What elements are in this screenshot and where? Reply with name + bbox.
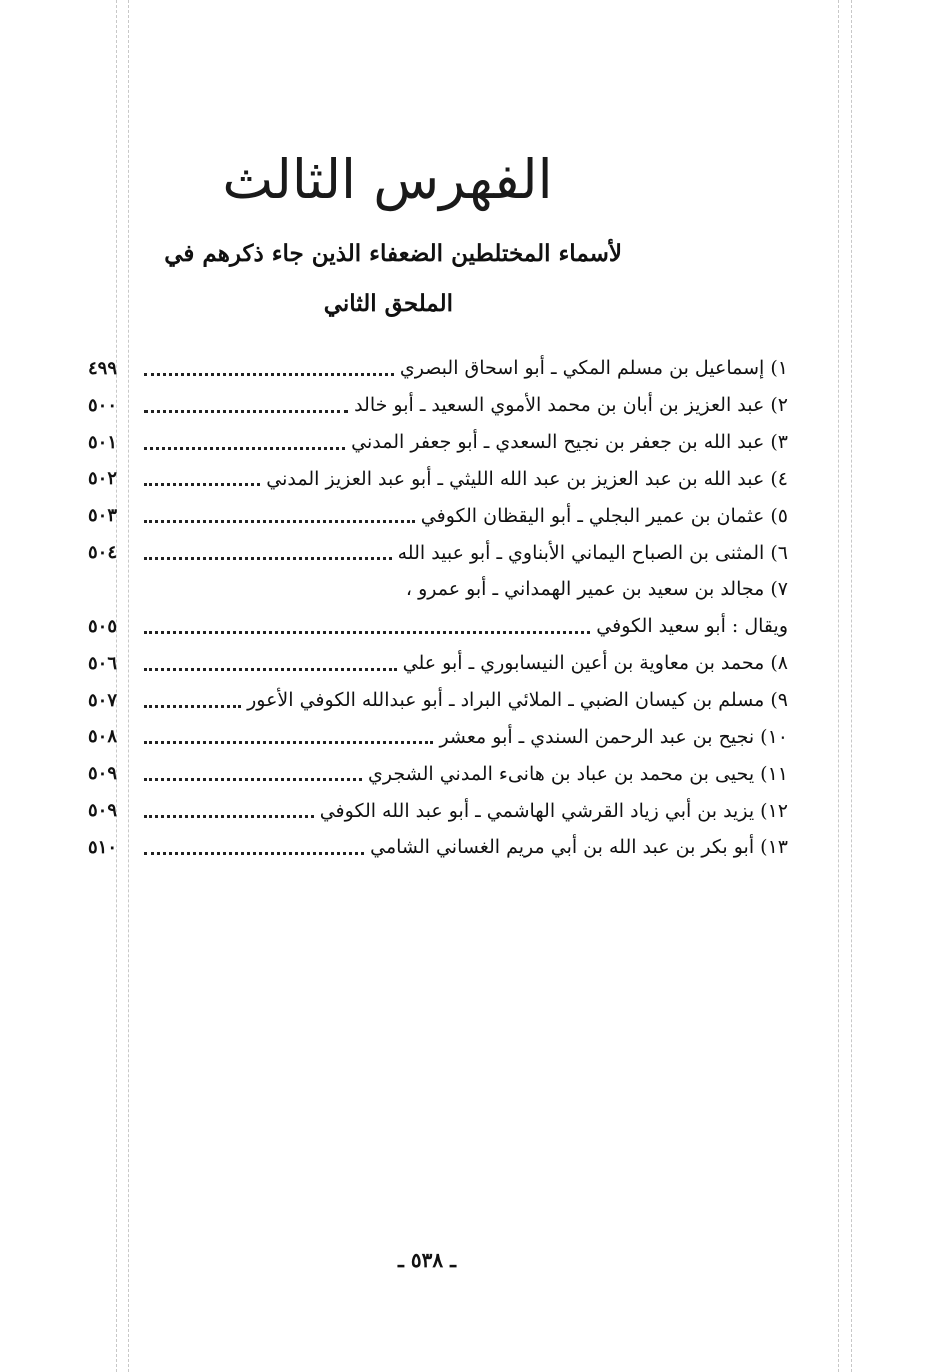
entry-text: ٣) عبد الله بن جعفر بن نجيح السعدي ـ أبو جعفر المدني [351, 431, 788, 454]
entry-text: ٢) عبد العزيز بن أبان بن محمد الأموي السعيد ـ أبو خالد [354, 394, 788, 417]
dot-leader [144, 520, 415, 523]
index-entry [88, 829, 788, 866]
dot-leader [144, 741, 433, 744]
entry-text: ١٠) نجيح بن عبد الرحمن السندي ـ أبو معشر [439, 725, 788, 748]
scan-guide-line [851, 0, 852, 1372]
entry-page-number: ٤٩٩ [88, 357, 118, 379]
entry-page-number: ٥٠٩ [88, 800, 118, 822]
entry-page-number: ٥٠٤ [88, 542, 118, 564]
index-entry [88, 571, 788, 608]
dot-leader [144, 483, 260, 486]
entry-page-number: ٥٠٠ [88, 394, 118, 416]
index-entry [88, 718, 788, 755]
entry-text: ١١) يحيى بن محمد بن عباد بن هانىء المدني الشجري [368, 762, 788, 785]
dot-leader [144, 557, 392, 560]
index-entry [88, 608, 788, 645]
dot-leader [144, 852, 364, 855]
entry-text: ٦) المثنى بن الصباح اليماني الأبناوي ـ أبو عبيد الله [397, 541, 788, 564]
index-entry [88, 534, 788, 571]
entry-text: ٨) محمد بن معاوية بن أعين النيسابوري ـ أبو علي [402, 652, 788, 675]
index-entry [88, 497, 788, 534]
dot-leader [144, 447, 345, 450]
entry-text: ٤) عبد الله بن عبد العزيز بن عبد الله الليثي ـ أبو عبد العزيز المدني [266, 467, 788, 490]
index-entry [88, 792, 788, 829]
entry-page-number: ٥٠٥ [88, 615, 118, 637]
entry-text: ويقال : أبو سعيد الكوفي [596, 615, 788, 638]
dot-leader [144, 778, 362, 781]
index-entry [88, 461, 788, 498]
dot-leader [144, 668, 397, 671]
entry-text: ٩) مسلم بن كيسان الضبي ـ الملائي البراد ـ أبو عبدالله الكوفي الأعور [247, 689, 788, 712]
entry-text: ١٢) يزيد بن أبي زياد القرشي الهاشمي ـ أبو عبد الله الكوفي [319, 799, 788, 822]
scan-guide-line [838, 0, 839, 1372]
index-entry [88, 755, 788, 792]
subtitle-line-1: لأسماء المختلطين الضعفاء الذين جاء ذكرهم في [164, 240, 622, 267]
entry-text: ١٣) أبو بكر بن عبد الله بن أبي مريم الغساني الشامي [370, 836, 788, 859]
entry-text: ٥) عثمان بن عمير البجلي ـ أبو اليقظان الكوفي [420, 504, 788, 527]
index-entry [88, 387, 788, 424]
entry-text: ٧) مجالد بن سعيد بن عمير الهمداني ـ أبو عمرو ، [405, 578, 788, 601]
entry-page-number: ٥٠١ [88, 431, 118, 453]
index-entry [88, 645, 788, 682]
entry-text: ١) إسماعيل بن مسلم المكي ـ أبو اسحاق البصري [399, 357, 788, 380]
dot-leader [144, 410, 348, 413]
entry-page-number: ٥٠٩ [88, 763, 118, 785]
entry-page-number: ٥٠٧ [88, 689, 118, 711]
index-entry [88, 350, 788, 387]
dot-leader [144, 373, 394, 376]
index-entry [88, 682, 788, 719]
entry-page-number: ٥٠٣ [88, 505, 118, 527]
page-number: ـ ٥٣٨ ـ [398, 1248, 456, 1272]
index-entry [88, 424, 788, 461]
entry-page-number: ٥٠٦ [88, 652, 118, 674]
page-title: الفهرس الثالث [222, 148, 553, 211]
entry-page-number: ٥٠٢ [88, 468, 118, 490]
dot-leader [144, 705, 241, 708]
subtitle-line-2: الملحق الثاني [323, 290, 453, 317]
index-list [88, 350, 788, 866]
dot-leader [144, 631, 590, 634]
dot-leader [144, 815, 314, 818]
entry-page-number: ٥١٠ [88, 836, 118, 858]
entry-page-number: ٥٠٨ [88, 726, 118, 748]
